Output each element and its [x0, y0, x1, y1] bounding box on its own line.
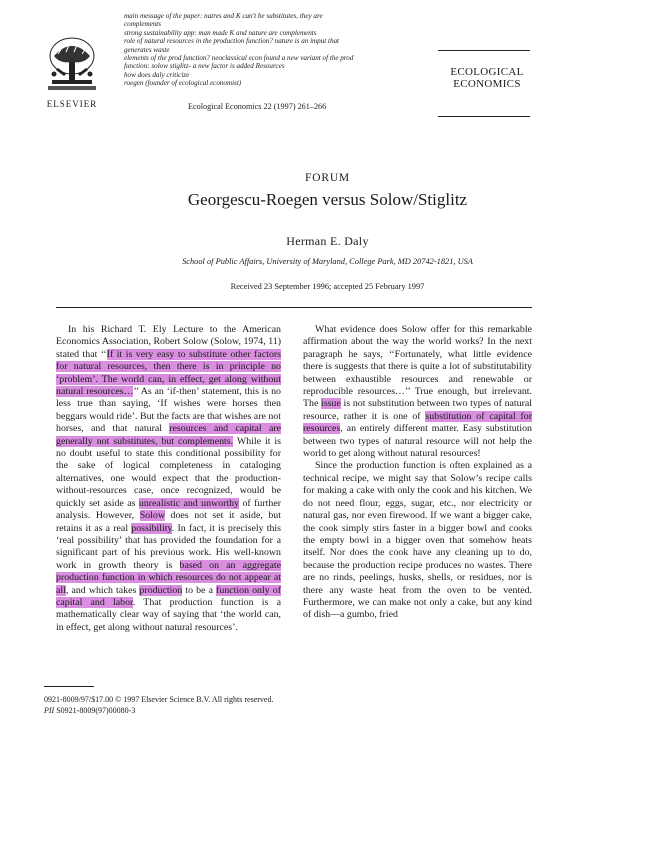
section-label: FORUM	[305, 172, 350, 184]
annotation-line: roegen (founder of ecological economist)	[124, 79, 242, 88]
body-paragraph	[303, 460, 532, 621]
elsevier-logo	[44, 34, 100, 109]
body-paragraph	[303, 324, 532, 460]
article-title: Georgescu-Roegen versus Solow/Stiglitz	[187, 190, 468, 209]
copyright-line: 0921-8009/97/$17.00 © 1997 Elsevier Science B.V. All rights reserved.	[44, 695, 274, 704]
right-column	[303, 324, 532, 622]
copyright-footer	[44, 694, 273, 716]
text-run: In his Richard T. Ely Lecture to the American Economics Association, Robert Solow (Solow, 1974, 11) stated that ‘‘	[56, 324, 281, 360]
text-run: ’’ As an ‘if-then’ statement, this is no less true than saying, ‘If wishes were horses then beggars would ride’. But the facts are that wishes are not horses, and that natural	[56, 386, 281, 435]
pii-label: PII	[44, 706, 55, 715]
highlighted-text: resources and capital are generally not substitutes, but complements.	[56, 423, 281, 447]
journal-bottom-rule	[438, 116, 530, 117]
journal-title-line: ECOLOGICAL	[450, 66, 524, 78]
text-run: to be a	[182, 584, 217, 596]
highlighted-text: based on an aggregate production function in which resources do not appear at all	[56, 559, 281, 596]
text-run: . In fact, it is precisely this ‘real possibility’ that has provided the foundation for a significant part of his previous work. His well-known work in growth theory is	[56, 522, 282, 571]
text-run: is not substitution between two types of natural resource, rather it is one of	[303, 398, 533, 422]
highlighted-text: unrealistic and unworthy	[138, 497, 240, 509]
body-paragraph	[56, 324, 281, 634]
tree-emblem-icon	[44, 34, 100, 92]
text-run: , an entirely different matter. Easy substitution between two types of natural resource will not help the world to get along without natural resources!	[303, 423, 532, 460]
text-run: While it is no doubt useful to state this conditional possibility for the sake of logical completeness in cataloging alternatives, one would expect that the production-without-resources case, once recognized, would be quickly set aside as	[56, 435, 282, 509]
highlighted-text: If it is very easy to substitute other factors for natural resources, then there is in principle no ‘problem’. The world can, in effect, get along without natural resources…	[56, 348, 282, 398]
annotation-notes	[124, 12, 424, 88]
footer-rule	[44, 686, 94, 687]
publisher-name: ELSEVIER	[46, 99, 98, 109]
annotation-line: elements of the prod function? neoclassical econ found a new variant of the prod	[124, 54, 354, 63]
highlighted-text: function only of capital and labor	[56, 584, 282, 608]
journal-top-rule	[438, 50, 530, 51]
text-run: . That production function is a mathematically clear way of saying that ‘the world can, in effect, get along without natural resources’.	[56, 596, 281, 633]
author-name: Herman E. Daly	[286, 234, 369, 248]
text-run: Since the production function is often explained as a technical recipe, we might say that Solow’s recipe calls for making a cake with only the cook and his kitchen. We do not need flour, eggs, sugar, etc., nor electricity or natural gas, nor even firewood. If we want a bigger cake, the cook simply stirs faster in a bigger bowl and cooks the empty bowl in a bigger oven that somehow heats itself. Nor does the cook have any cleaning up to do, because the production recipe produces no wastes. There are no rinds, peelings, husks, shells, or residues, nor is there any waste heat from the oven to be vented. Furthermore, we can make not only a cake, but any kind of dish—a gumbo, fried	[303, 460, 532, 621]
author-affiliation: School of Public Affairs, University of Maryland, College Park, MD 20742-1821, USA	[182, 257, 473, 266]
highlighted-text: possibility	[131, 522, 172, 534]
text-run: , and which takes	[65, 584, 140, 596]
journal-citation: Ecological Economics 22 (1997) 261–266	[188, 102, 327, 111]
annotation-line: main message of the paper: natres and K can't be substitutes, they are	[124, 12, 323, 20]
journal-title	[444, 66, 530, 90]
pii-line	[44, 705, 273, 716]
highlighted-text: issue	[321, 398, 341, 410]
annotation-line: strong sustainability app: man made K and nature are complements	[124, 28, 317, 37]
text-run: of further analysis. However,	[56, 497, 282, 522]
left-column	[56, 324, 281, 634]
pii-value: S0921-8009(97)00080-3	[54, 706, 136, 715]
highlighted-text: production	[139, 584, 183, 596]
annotation-line: role of natural resources in the production function? nature is an imput that	[124, 37, 340, 46]
annotation-line: generates waste	[124, 45, 170, 54]
journal-title-line: ECONOMICS	[453, 78, 521, 90]
highlighted-text: Solow	[139, 510, 165, 522]
text-run: does not set it aside, but retains it as a real	[56, 510, 281, 534]
annotation-line: function: solow stiglitz- a new factor is added Resources	[124, 62, 285, 71]
highlighted-text: substitution of capital for resources	[303, 410, 532, 435]
annotation-line: how does daly criticize	[124, 70, 190, 79]
header-rule	[56, 307, 532, 308]
text-run: What evidence does Solow offer for this remarkable affirmation about the way the world works? In the next paragraph he says, ‘‘Fortunately, what little evidence there is suggests that there is quite a lot of substitutability between exhaustible resources and renewable or reproducible resources…’’ True enough, but irrelevant. The	[303, 324, 532, 410]
annotation-line: complements	[124, 20, 162, 29]
received-dates: Received 23 September 1996; accepted 25 February 1997	[230, 282, 425, 291]
